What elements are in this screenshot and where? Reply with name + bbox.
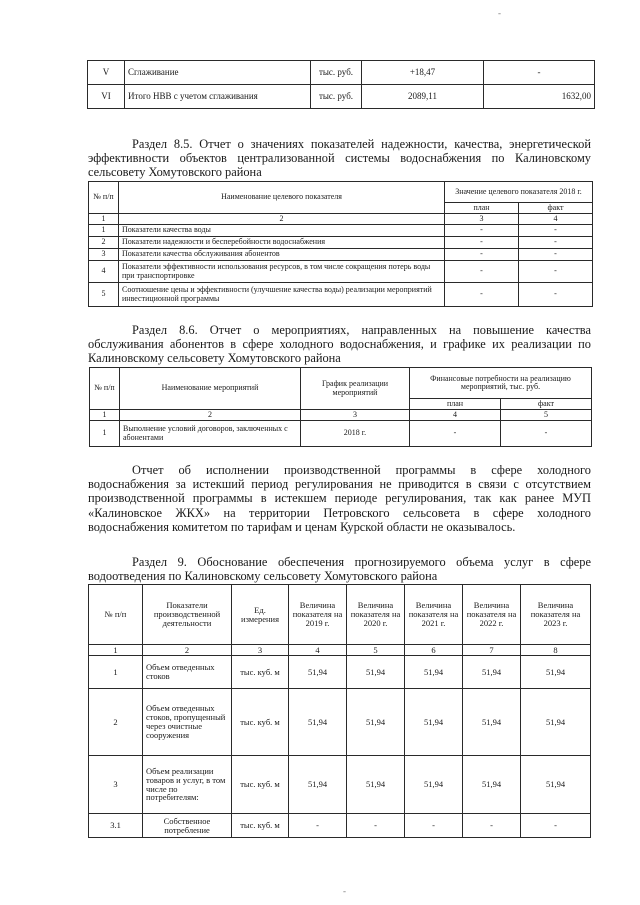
header-name: Наименование мероприятий: [120, 368, 301, 410]
row-num: 1: [89, 225, 119, 237]
table-row: [89, 225, 593, 237]
header-plan: план: [410, 399, 501, 410]
report-paragraph-text: Отчет об исполнении производственной программы в сфере холодного водоснабжения за истекший период регулирования не приводится в связи с отсутствием производственной программы в истекшем периоде регулирования, так как ранее МУП «Калиновское ЖКХ» на территории Петровского сельсовета в сфере холодного водоснабжения комитетом по тарифам и ценам Курской области не оказывалось.: [88, 463, 591, 534]
row-num: VI: [88, 85, 125, 109]
table-row: [88, 85, 595, 109]
row-unit: тыс. руб.: [311, 61, 362, 85]
index-cell: 2: [119, 214, 445, 225]
row-value: -: [463, 814, 521, 838]
index-cell: 1: [89, 645, 143, 656]
footer-mark: -: [343, 886, 346, 896]
row-fact: -: [519, 225, 593, 237]
header-num: № п/п: [90, 368, 120, 410]
row-fact: -: [519, 249, 593, 261]
index-cell: 4: [519, 214, 593, 225]
row-value: 51,94: [521, 756, 591, 814]
header-schedule: График реализации мероприятий: [301, 368, 410, 410]
section-8-5-heading-text: Раздел 8.5. Отчет о значениях показателей надежности, качества, энергетической эффективности объектов централизованной системы водоснабжения по Калиновскому сельсовету Хомутовского района: [88, 137, 591, 180]
row-plan: -: [445, 225, 519, 237]
index-cell: 7: [463, 645, 521, 656]
row-name: Соотношение цены и эффективности (улучшение качества воды) реализации мероприятий инвестиционной программы: [119, 283, 445, 307]
row-num: 2: [89, 689, 143, 756]
row-unit: тыс. куб. м: [232, 756, 289, 814]
table-row: [89, 689, 591, 756]
row-num: 3.1: [89, 814, 143, 838]
row-value: 51,94: [405, 756, 463, 814]
table-row: [89, 656, 591, 689]
row-value: -: [405, 814, 463, 838]
header-fact: факт: [519, 203, 593, 214]
row-num: 3: [89, 756, 143, 814]
row-unit: тыс. куб. м: [232, 689, 289, 756]
row-value-2: -: [484, 61, 595, 85]
index-cell: 5: [347, 645, 405, 656]
table-row: [89, 249, 593, 261]
row-name: Итого НВВ с учетом сглаживания: [125, 85, 311, 109]
table-row: [89, 283, 593, 307]
row-value: 51,94: [289, 756, 347, 814]
row-num: 3: [89, 249, 119, 261]
row-value: 51,94: [289, 689, 347, 756]
section-8-6-table: [89, 367, 592, 447]
index-cell: 1: [89, 214, 119, 225]
index-cell: 6: [405, 645, 463, 656]
section-8-6-heading-text: Раздел 8.6. Отчет о мероприятиях, направленных на повышение качества обслуживания абонентов в сфере холодного водоснабжения, и графике их реализации по Калиновскому сельсовету Хомутовского района: [88, 323, 591, 366]
table-row: [89, 814, 591, 838]
header-num: № п/п: [89, 585, 143, 645]
row-num: 5: [89, 283, 119, 307]
row-value: 51,94: [463, 756, 521, 814]
row-plan: -: [445, 261, 519, 283]
index-cell: 4: [289, 645, 347, 656]
row-num: 1: [90, 421, 120, 447]
header-year-2023: Величина показателя на 2023 г.: [521, 585, 591, 645]
row-value: 51,94: [289, 656, 347, 689]
index-cell: 2: [143, 645, 232, 656]
row-value: 51,94: [521, 689, 591, 756]
section-8-6-heading: [88, 323, 591, 366]
row-value: 51,94: [463, 656, 521, 689]
table-row: [89, 237, 593, 249]
header-num: № п/п: [89, 182, 119, 214]
row-fact: -: [519, 261, 593, 283]
index-cell: 1: [90, 410, 120, 421]
row-name: Объем реализации товаров и услуг, в том числе по потребителям:: [143, 756, 232, 814]
row-num: 1: [89, 656, 143, 689]
row-value: -: [289, 814, 347, 838]
row-unit: тыс. руб.: [311, 85, 362, 109]
row-name: Показатели качества воды: [119, 225, 445, 237]
row-name: Объем отведенных стоков, пропущенный через очистные сооружения: [143, 689, 232, 756]
index-cell: 5: [501, 410, 592, 421]
index-cell: 8: [521, 645, 591, 656]
header-year-2020: Величина показателя на 2020 г.: [347, 585, 405, 645]
header-name: Показатели производственной деятельности: [143, 585, 232, 645]
row-num: 4: [89, 261, 119, 283]
header-name: Наименование целевого показателя: [119, 182, 445, 214]
header-year-2021: Величина показателя на 2021 г.: [405, 585, 463, 645]
table-row: [89, 261, 593, 283]
row-value: -: [521, 814, 591, 838]
row-value: 51,94: [463, 689, 521, 756]
row-name: Объем отведенных стоков: [143, 656, 232, 689]
row-value-2: 1632,00: [484, 85, 595, 109]
header-year-2019: Величина показателя на 2019 г.: [289, 585, 347, 645]
index-cell: 4: [410, 410, 501, 421]
table-row: [89, 756, 591, 814]
header-year-2022: Величина показателя на 2022 г.: [463, 585, 521, 645]
row-fact: -: [501, 421, 592, 447]
row-value: 51,94: [347, 689, 405, 756]
row-schedule: 2018 г.: [301, 421, 410, 447]
row-value-1: 2089,11: [362, 85, 484, 109]
row-num: V: [88, 61, 125, 85]
header-value: Значение целевого показателя 2018 г.: [445, 182, 593, 203]
row-unit: тыс. куб. м: [232, 656, 289, 689]
row-plan: -: [445, 283, 519, 307]
index-row: [89, 214, 593, 225]
header-plan: план: [445, 203, 519, 214]
section-9-heading-text: Раздел 9. Обоснование обеспечения прогнозируемого объема услуг в сфере водоотведения по Калиновскому сельсовету Хомутовского района: [88, 555, 591, 584]
index-row: [90, 410, 592, 421]
row-fact: -: [519, 283, 593, 307]
header-unit: Ед. измерения: [232, 585, 289, 645]
header-fact: факт: [501, 399, 592, 410]
report-paragraph: [88, 463, 591, 534]
index-cell: 3: [301, 410, 410, 421]
row-value: 51,94: [405, 656, 463, 689]
row-plan: -: [445, 249, 519, 261]
row-plan: -: [445, 237, 519, 249]
row-name: Сглаживание: [125, 61, 311, 85]
row-fact: -: [519, 237, 593, 249]
row-name: Выполнение условий договоров, заключенных с абонентами: [120, 421, 301, 447]
corner-mark: -: [498, 8, 501, 18]
row-unit: тыс. куб. м: [232, 814, 289, 838]
section-9-table: [88, 584, 591, 838]
index-row: [89, 645, 591, 656]
index-cell: 3: [445, 214, 519, 225]
row-value: 51,94: [521, 656, 591, 689]
header-financing: Финансовые потребности на реализацию мероприятий, тыс. руб.: [410, 368, 592, 399]
row-value: 51,94: [347, 756, 405, 814]
row-name: Показатели эффективности использования ресурсов, в том числе сокращения потерь воды при транспортировке: [119, 261, 445, 283]
row-value: 51,94: [347, 656, 405, 689]
row-plan: -: [410, 421, 501, 447]
nvv-table: [87, 60, 595, 109]
row-value: 51,94: [405, 689, 463, 756]
table-row: [90, 421, 592, 447]
table-row: [88, 61, 595, 85]
index-cell: 2: [120, 410, 301, 421]
row-num: 2: [89, 237, 119, 249]
section-8-5-heading: [88, 137, 591, 180]
row-name: Показатели качества обслуживания абонентов: [119, 249, 445, 261]
row-name: Показатели надежности и бесперебойности водоснабжения: [119, 237, 445, 249]
section-9-heading: [88, 555, 591, 583]
row-value-1: +18,47: [362, 61, 484, 85]
row-name: Собственное потребление: [143, 814, 232, 838]
section-8-5-table: [88, 181, 593, 307]
row-value: -: [347, 814, 405, 838]
index-cell: 3: [232, 645, 289, 656]
